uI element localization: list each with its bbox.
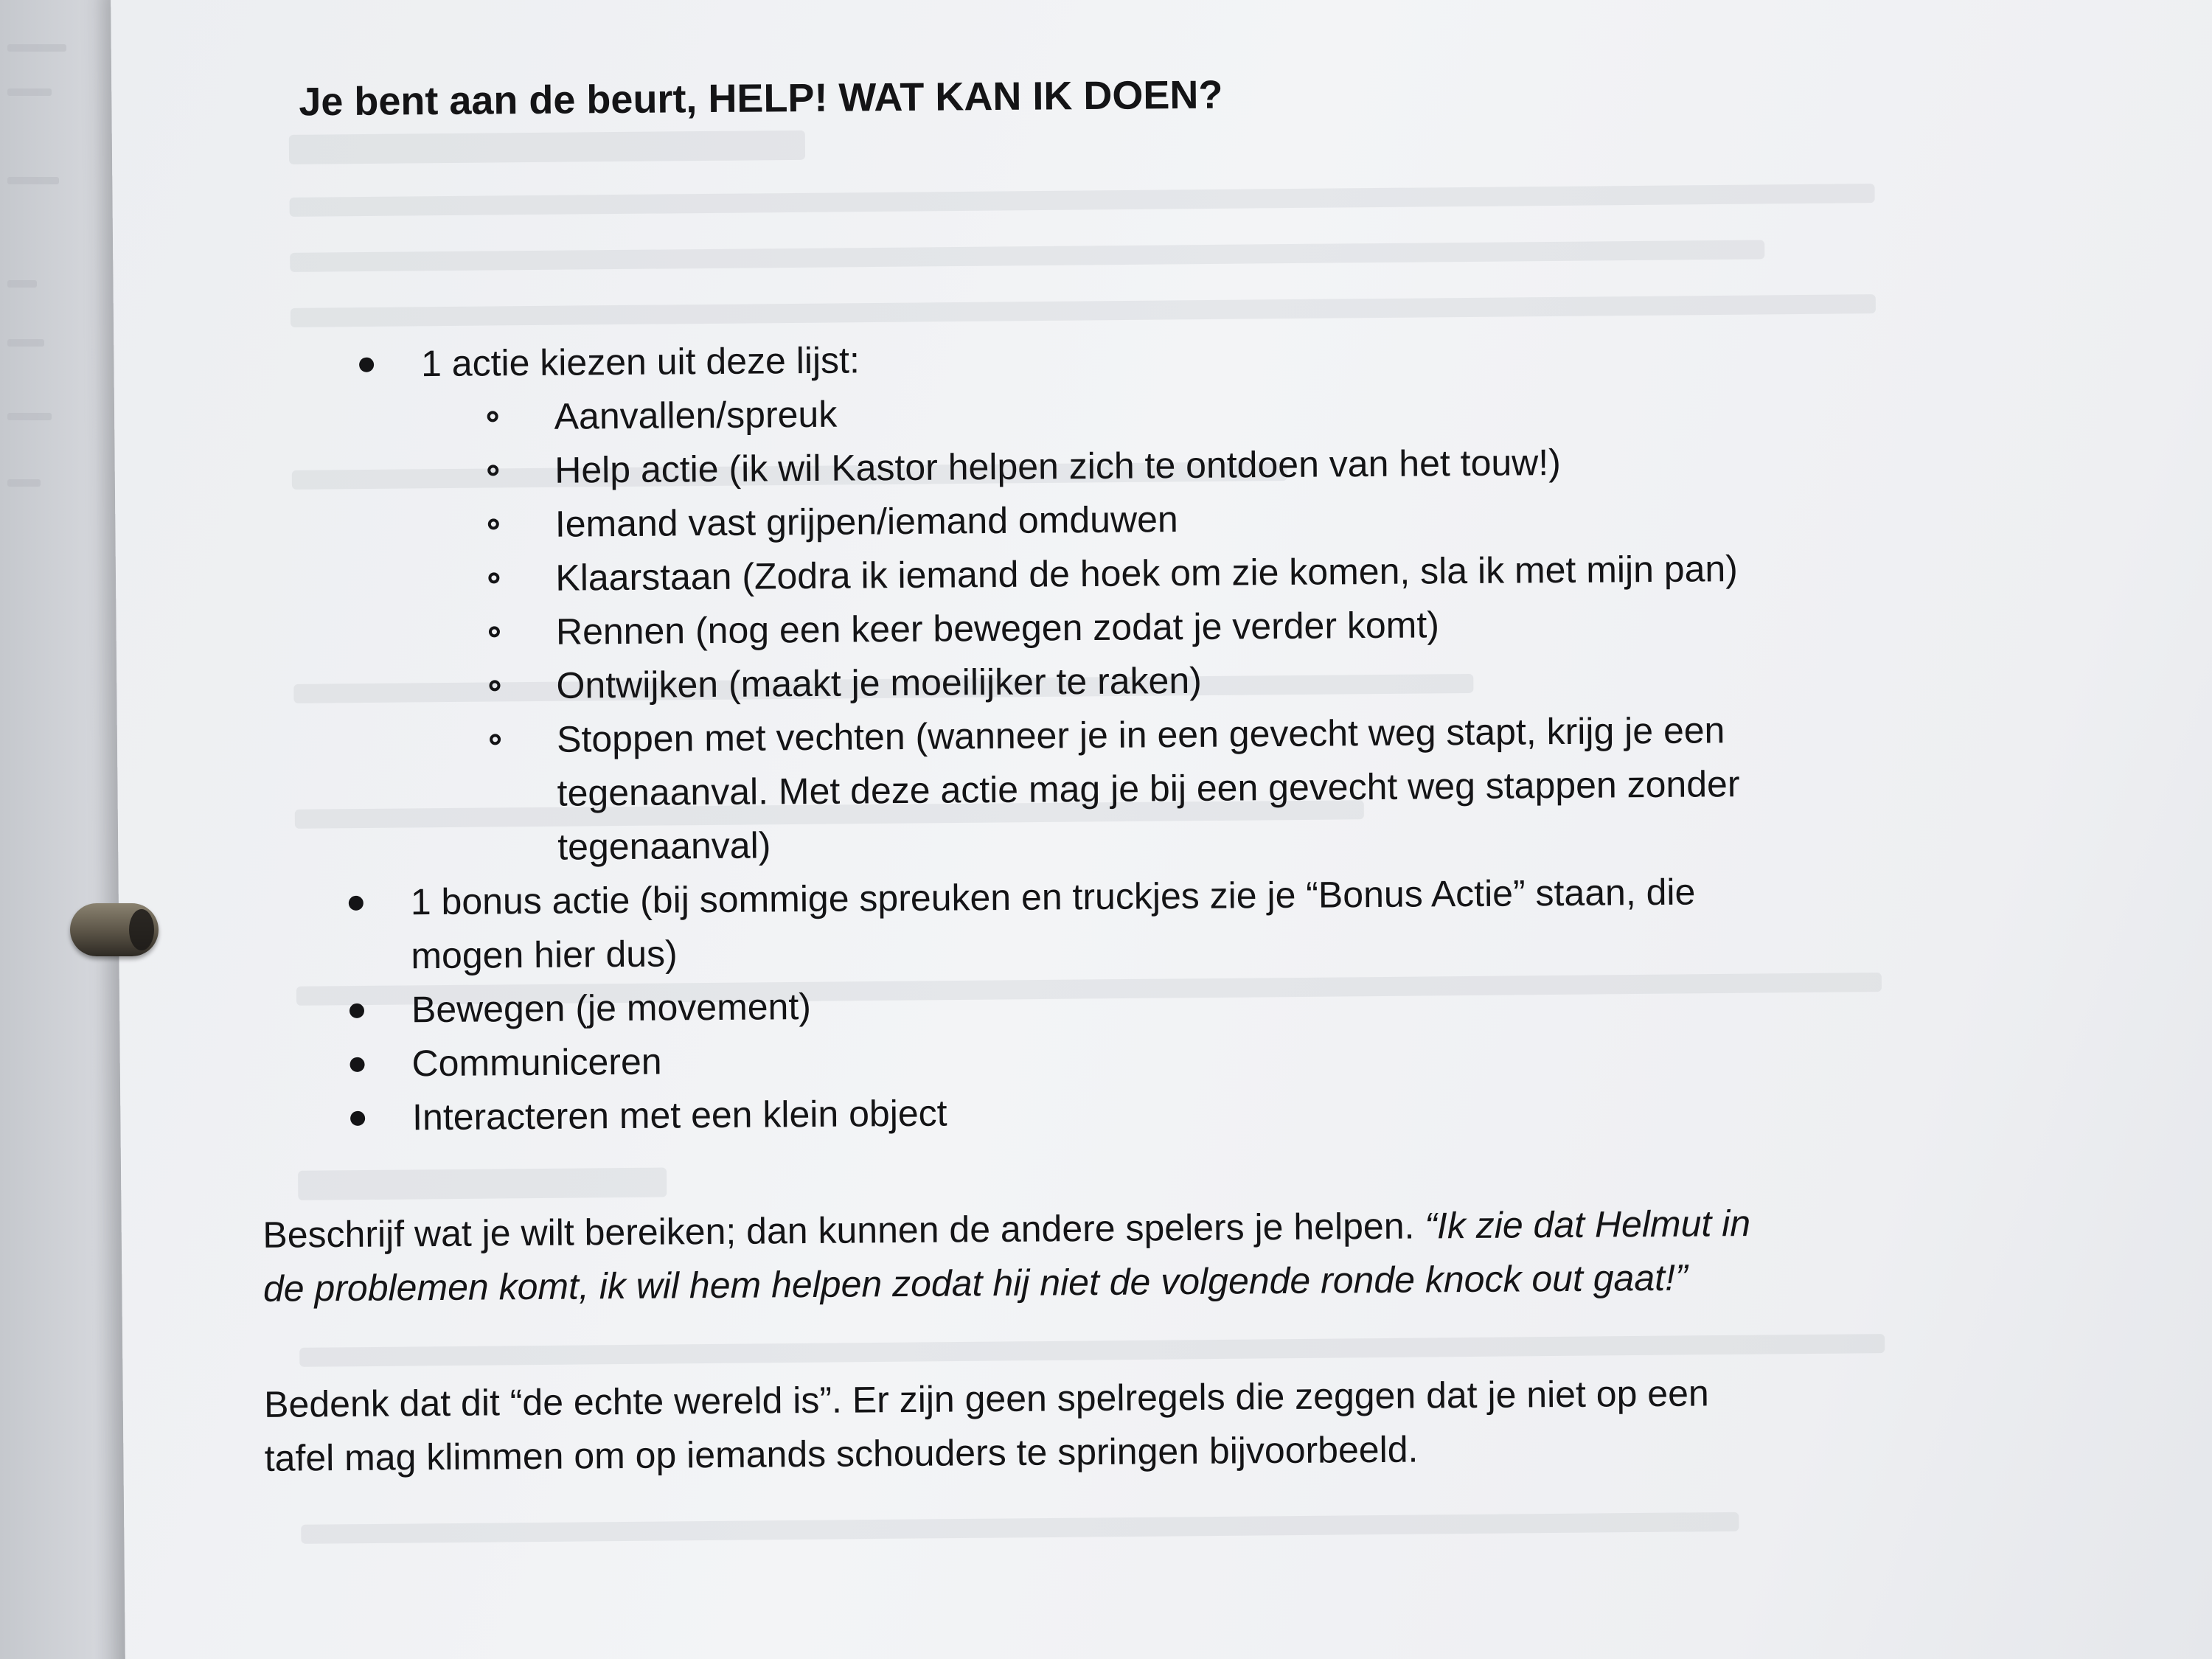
bullet-disc: [359, 358, 374, 372]
describe-quote-start: “Ik zie dat Helmut in: [1425, 1202, 1751, 1247]
sub-item-ready: Klaarstaan (Zodra ik iemand de hoek om zie komen, sla ik met mijn pan): [555, 548, 1739, 599]
describe-plain-text: Beschrijf wat je wilt bereiken; dan kunnen de andere spelers je helpen.: [262, 1205, 1425, 1256]
page-title: Je bent aan de beurt, HELP! WAT KAN IK DOEN?: [299, 72, 1223, 125]
bullet-circle: [488, 518, 499, 529]
bullet-circle: [488, 572, 499, 583]
bullet-disc: [349, 1057, 364, 1072]
sub-item-disengage-line1: Stoppen met vechten (wanneer je in een gevecht weg stapt, krijg je een: [556, 709, 1725, 760]
describe-quote-end: de problemen komt, ik wil hem helpen zodat hij niet de volgende ronde knock out gaat!”: [262, 1256, 1688, 1310]
sub-item-disengage-line2: tegenaanval. Met deze actie mag je bij een gevecht weg stappen zonder: [557, 763, 1740, 814]
list-item-action: 1 actie kiezen uit deze lijst:: [420, 339, 860, 385]
bullet-disc: [350, 1111, 365, 1126]
bullet-circle: [489, 680, 500, 691]
bullet-circle: [487, 411, 498, 422]
sub-item-dodge: Ontwijken (maakt je moeilijker te raken): [556, 659, 1203, 706]
list-item-bonus-line1: 1 bonus actie (bij sommige spreuken en truckjes zie je “Bonus Actie” staan, die: [410, 871, 1696, 923]
list-item-interact: Interacteren met een klein object: [411, 1092, 947, 1138]
bullet-circle: [490, 734, 501, 745]
bullet-circle: [489, 626, 500, 637]
binder-ring: [70, 903, 159, 956]
list-item-communicate: Communiceren: [411, 1040, 662, 1085]
bullet-circle: [487, 465, 498, 476]
sub-item-grab: Iemand vast grijpen/iemand omduwen: [554, 498, 1178, 545]
real-world-paragraph-line2: tafel mag klimmen om op iemands schouders te springen bijvoorbeeld.: [264, 1428, 1419, 1479]
sub-item-dash: Rennen (nog een keer bewegen zodat je verder komt): [555, 604, 1440, 653]
sub-item-attack: Aanvallen/spreuk: [554, 393, 838, 437]
real-world-paragraph-line1: Bedenk dat dit “de echte wereld is”. Er zijn geen spelregels die zeggen dat je niet op een: [263, 1372, 1709, 1425]
list-item-movement: Bewegen (je movement): [411, 985, 812, 1031]
bullet-disc: [349, 896, 364, 911]
bullet-disc: [349, 1004, 364, 1018]
sub-item-disengage-line3: tegenaanval): [557, 824, 771, 868]
sub-item-help: Help actie (ik wil Kastor helpen zich te ontdoen van het touw!): [554, 441, 1562, 491]
list-item-bonus-line2: mogen hier dus): [411, 933, 678, 977]
